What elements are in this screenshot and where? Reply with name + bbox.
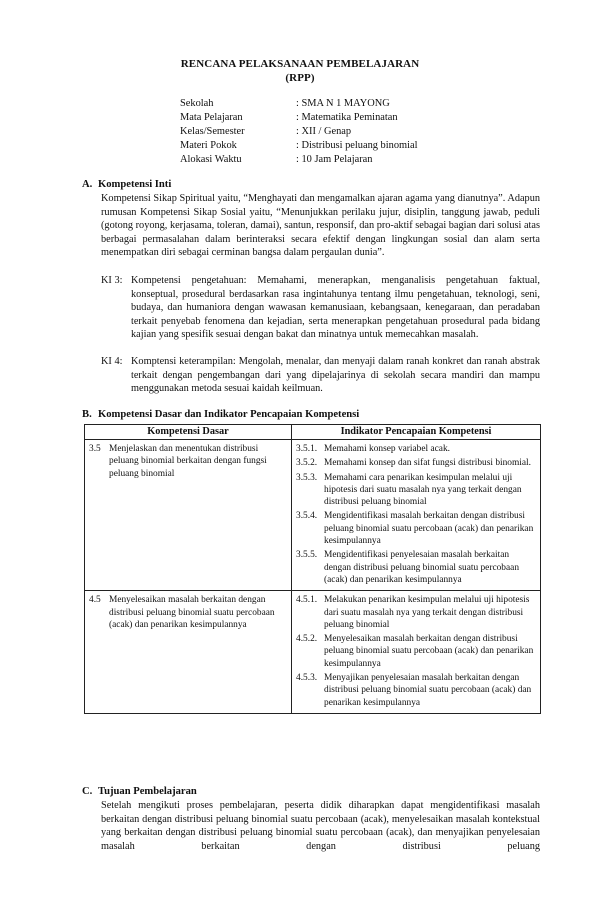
kd-cell [85, 440, 292, 591]
indicator-item [292, 672, 540, 709]
identity-value: : 10 Jam Pelajaran [296, 154, 373, 165]
indicator-number: 3.5.2. [296, 458, 318, 469]
indicator-item [292, 457, 540, 469]
indicator-text: Memahami cara penarikan kesimpulan melalui uji hipotesis dari suatu masalah nya yang terkait dengan distribusi peluang binomial [324, 472, 522, 508]
indicator-number: 3.5.1. [296, 444, 318, 454]
indicator-text: Mengidentifikasi masalah berkaitan dengan distribusi peluang binomial suatu percobaan (acak) dan penarikan kesimpulannya [324, 511, 534, 547]
identity-value: : Matematika Peminatan [296, 112, 398, 123]
identity-label: Sekolah [180, 98, 214, 109]
indicator-number: 4.5.3. [296, 673, 318, 684]
kd-text: Menjelaskan dan menentukan distribusi peluang binomial berkaitan dengan fungsi peluang binomial [109, 444, 267, 479]
indicator-item [292, 510, 540, 547]
section-a-heading [82, 179, 171, 190]
indicator-item [292, 549, 540, 586]
identity-label: Mata Pelajaran [180, 112, 243, 123]
identity-label: Kelas/Semester [180, 126, 245, 137]
indicator-number: 3.5.4. [296, 511, 318, 522]
table-header-row [85, 425, 541, 440]
identity-label: Materi Pokok [180, 140, 237, 151]
ki4-number: KI 4: [101, 356, 123, 367]
indicator-text: Mengidentifikasi penyelesaian masalah berkaitan dengan distribusi peluang binomial suatu percobaan (acak) dan penarikan kesimpulannya [324, 550, 520, 585]
ki3-number: KI 3: [101, 275, 123, 286]
indicator-item [292, 443, 540, 455]
document-title: RENCANA PELAKSANAAN PEMBELAJARAN [180, 58, 420, 70]
indicator-text: Melakukan penarikan kesimpulan melalui uji hipotesis dari suatu masalah nya yang terkait dengan distribusi peluang binomial [324, 595, 530, 630]
indicator-item [292, 472, 540, 509]
identity-value: : XII / Genap [296, 126, 352, 137]
identity-row-topic [180, 139, 418, 153]
section-title: Kompetensi Inti [98, 179, 172, 190]
section-title: Kompetensi Dasar dan Indikator Pencapaian Kompetensi [98, 409, 360, 420]
identity-row-school [180, 97, 390, 111]
table-row [85, 591, 541, 714]
indicator-text: Memahami konsep variabel acak. [324, 444, 450, 454]
tujuan-paragraph: Setelah mengikuti proses pembelajaran, peserta didik diharapkan dapat mengidentifikasi masalah berkaitan dengan distribusi peluang binomial suatu percobaan (acak), menyelesaikan masalah kontekstual yang berkaitan dengan distribusi peluang binomial suatu percobaan (acak), dan menyajikan penyelesaian masalah berkaitan dengan distribusi peluang [101, 800, 540, 852]
indicator-number: 4.5.1. [296, 595, 318, 606]
indicator-cell [292, 591, 541, 714]
section-c-heading [82, 786, 197, 797]
indicator-cell [292, 440, 541, 591]
kd-cell [85, 591, 292, 714]
kd-number: 4.5 [89, 595, 101, 606]
kd-number: 3.5 [89, 444, 101, 454]
document-subtitle: (RPP) [285, 72, 315, 84]
indicator-text: Menyajikan penyelesaian masalah berkaitan dengan distribusi peluang binomial suatu percobaan (acak) dan penarikan kesimpulannya [324, 673, 532, 708]
kd-text: Menyelesaikan masalah berkaitan dengan distribusi peluang binomial suatu percobaan (acak) dan penarikan kesimpulannya [109, 595, 275, 630]
section-title: Tujuan Pembelajaran [98, 786, 197, 797]
table-row [85, 440, 541, 591]
section-b-heading [82, 409, 359, 420]
section-letter: A. [82, 179, 93, 190]
column-header-ipk: Indikator Pencapaian Kompetensi [292, 425, 541, 440]
indicator-number: 3.5.5. [296, 550, 318, 561]
indicator-item [292, 633, 540, 670]
indicator-text: Memahami konsep dan sifat fungsi distribusi binomial. [324, 458, 532, 469]
indicator-number: 4.5.2. [296, 634, 318, 645]
ki3-paragraph: Kompetensi pengetahuan: Memahami, menerapkan, menganalisis pengetahuan faktual, konseptual, prosedural berdasarkan rasa ingintahunya tentang ilmu pengetahuan, teknologi, seni, budaya, dan humaniora dengan wawasan kemanusiaan, kebangsaan, kenegaraan, dan peradaban terkait penyebab fenomena dan kejadian, serta menerapkan pengetahuan prosedural pada bidang kajian yang spesifik sesuai dengan bakat dan minatnya untuk memecahkan masalah. [131, 275, 540, 341]
indicator-text: Menyelesaikan masalah berkaitan dengan distribusi peluang binomial suatu percobaan (acak) dan penarikan kesimpulannya [324, 634, 534, 669]
identity-row-time [180, 153, 372, 167]
competency-table [84, 424, 541, 714]
identity-value: : Distribusi peluang binomial [296, 140, 418, 151]
identity-value: : SMA N 1 MAYONG [296, 98, 390, 109]
section-letter: B. [82, 409, 92, 420]
column-header-kd: Kompetensi Dasar [85, 425, 292, 440]
identity-row-class [180, 125, 351, 139]
section-letter: C. [82, 786, 93, 797]
indicator-item [292, 594, 540, 631]
identity-row-subject [180, 111, 398, 125]
indicator-number: 3.5.3. [296, 472, 318, 483]
ki4-paragraph: Komptensi keterampilan: Mengolah, menalar, dan menyaji dalam ranah konkret dan ranah abstrak terkait dengan pengembangan dari yang dipelajarinya di sekolah secara mandiri dan mampu menggunakan metoda sesuai kaidah keilmuan. [131, 356, 540, 395]
ki-sikap-paragraph: Kompetensi Sikap Spiritual yaitu, “Menghayati dan mengamalkan ajaran agama yang dianutnya”. Adapun rumusan Kompetensi Sikap Sosial yaitu, “Menunjukkan perilaku jujur, disiplin, tanggung jawab, peduli (gotong royong, kerjasama, toleran, damai), santun, responsif, dan pro-aktif sebagai bagian dari solusi atas berbagai permasalahan dalam berinteraksi secara efektif dengan lingkungan sosial dan alam serta menempatkan diri sebagai cerminan bangsa dalam pergaulan dunia”. [101, 193, 540, 259]
identity-label: Alokasi Waktu [180, 154, 242, 165]
